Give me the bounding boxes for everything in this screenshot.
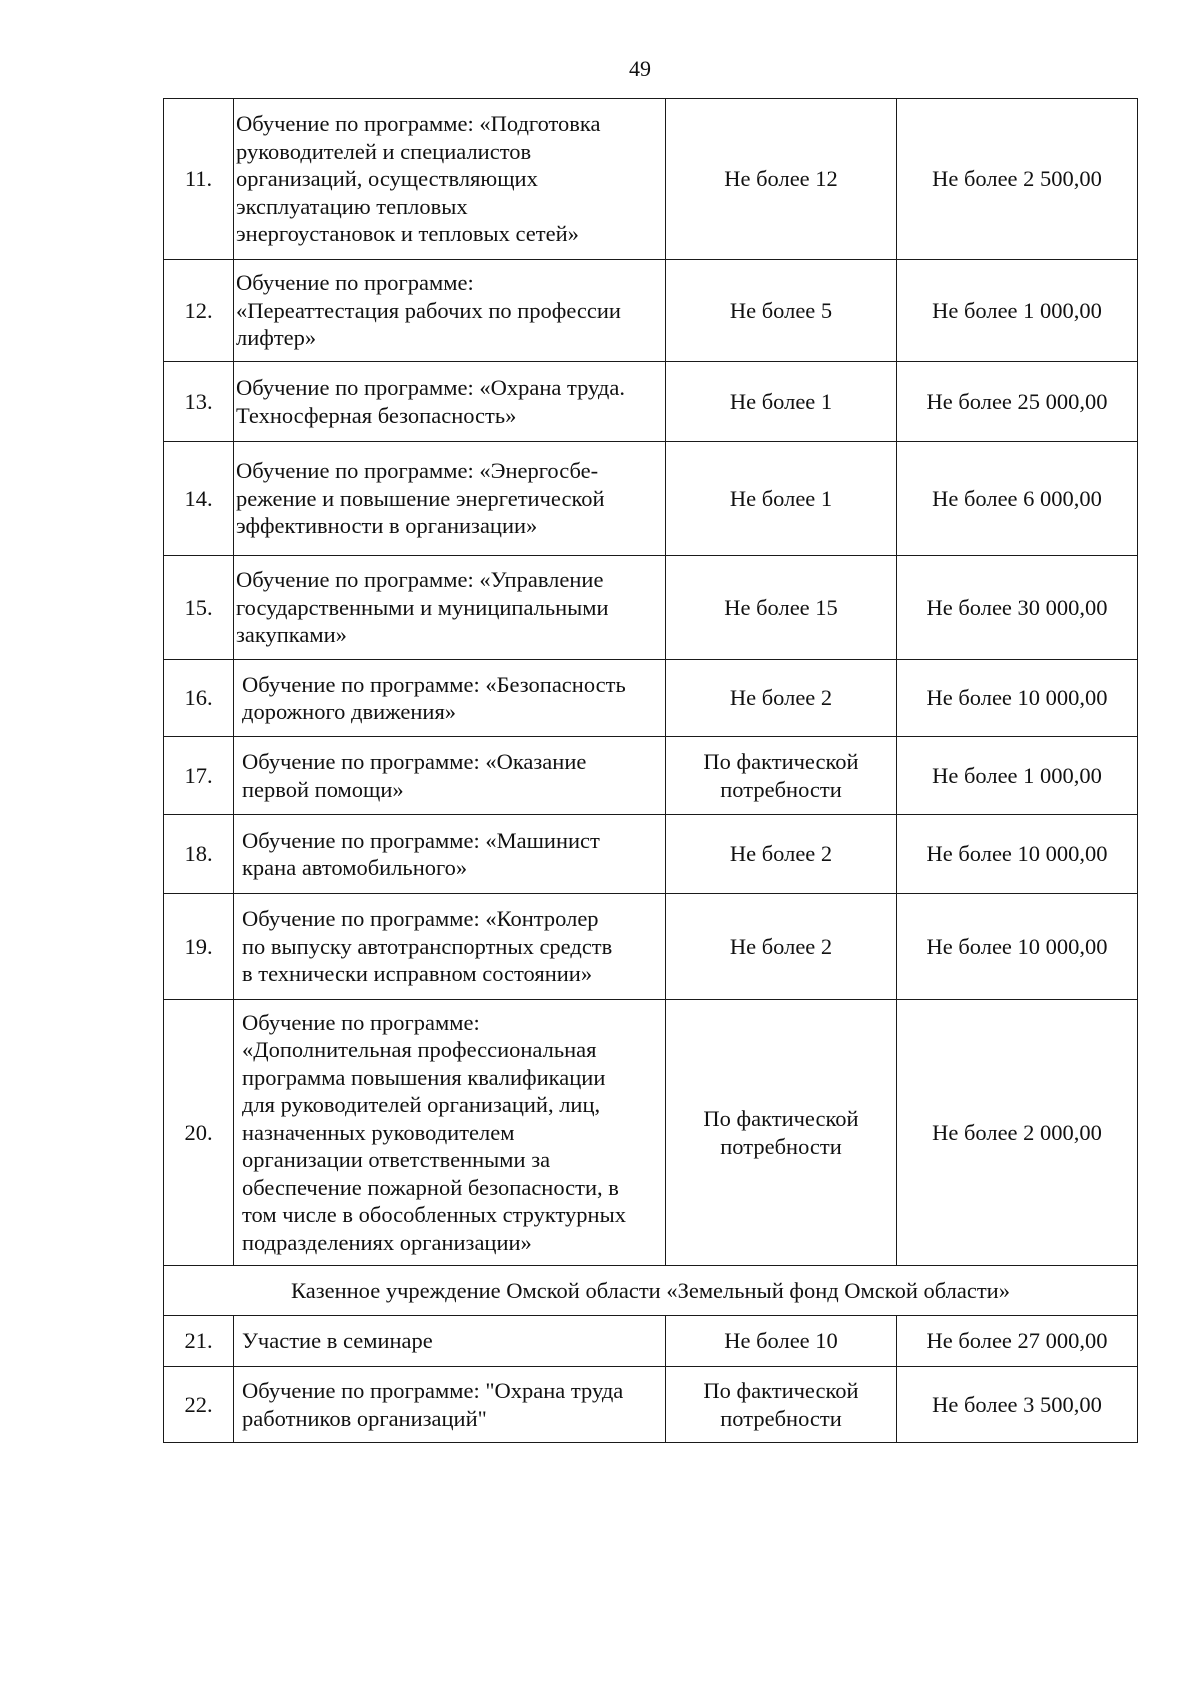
row-description: Обучение по программе: «Энергосбе- режение и повышение энергетической эффективности в организации» (234, 442, 666, 556)
row-number: 14. (164, 442, 234, 556)
row-price: Не более 10 000,00 (897, 660, 1138, 737)
table-row (164, 99, 1138, 260)
table-row (164, 1316, 1138, 1367)
row-quantity: Не более 1 (666, 442, 897, 556)
page-number: 49 (629, 56, 651, 81)
row-price: Не более 2 500,00 (897, 99, 1138, 260)
row-description: Обучение по программе: «Подготовка руководителей и специалистов организаций, осуществляющих эксплуатацию тепловых энергоустановок и тепловых сетей» (234, 99, 666, 260)
row-number: 18. (164, 815, 234, 894)
row-number: 22. (164, 1367, 234, 1443)
row-description: Обучение по программе: «Переаттестация рабочих по профессии лифтер» (234, 260, 666, 362)
row-price: Не более 1 000,00 (897, 260, 1138, 362)
row-number: 17. (164, 737, 234, 815)
table-row (164, 815, 1138, 894)
expenses-table (163, 98, 1138, 1443)
row-price: Не более 27 000,00 (897, 1316, 1138, 1367)
row-quantity: Не более 1 (666, 362, 897, 442)
row-number: 12. (164, 260, 234, 362)
row-description: Обучение по программе: «Охрана труда. Техносферная безопасность» (234, 362, 666, 442)
section-title: Казенное учреждение Омской области «Земельный фонд Омской области» (164, 1266, 1138, 1316)
row-description: Обучение по программе: «Дополнительная профессиональная программа повышения квалификации для руководителей организаций, лиц, назначенных руководителем организации ответственными за обеспечение пожарной безопасности, в том числе в обособленных структурных подразделениях организации» (234, 1000, 666, 1266)
row-number: 20. (164, 1000, 234, 1266)
row-description: Обучение по программе: "Охрана труда работников организаций" (234, 1367, 666, 1443)
row-quantity: По фактической потребности (666, 1000, 897, 1266)
table-row (164, 442, 1138, 556)
row-price: Не более 10 000,00 (897, 815, 1138, 894)
table-row (164, 660, 1138, 737)
row-number: 21. (164, 1316, 234, 1367)
row-price: Не более 10 000,00 (897, 894, 1138, 1000)
row-price: Не более 2 000,00 (897, 1000, 1138, 1266)
row-number: 16. (164, 660, 234, 737)
row-description: Обучение по программе: «Машинист крана автомобильного» (234, 815, 666, 894)
row-price: Не более 1 000,00 (897, 737, 1138, 815)
row-quantity: Не более 2 (666, 894, 897, 1000)
table-row (164, 556, 1138, 660)
row-description: Участие в семинаре (234, 1316, 666, 1367)
row-price: Не более 3 500,00 (897, 1367, 1138, 1443)
table-row (164, 894, 1138, 1000)
table-row (164, 1000, 1138, 1266)
row-quantity: Не более 12 (666, 99, 897, 260)
row-description: Обучение по программе: «Контролер по выпуску автотранспортных средств в технически исправном состоянии» (234, 894, 666, 1000)
row-quantity: Не более 5 (666, 260, 897, 362)
section-row (164, 1266, 1138, 1316)
row-quantity: По фактической потребности (666, 737, 897, 815)
row-quantity: По фактической потребности (666, 1367, 897, 1443)
table-row (164, 737, 1138, 815)
row-description: Обучение по программе: «Безопасность дорожного движения» (234, 660, 666, 737)
row-number: 15. (164, 556, 234, 660)
table-row (164, 1367, 1138, 1443)
table-row (164, 260, 1138, 362)
row-price: Не более 30 000,00 (897, 556, 1138, 660)
row-quantity: Не более 2 (666, 815, 897, 894)
row-description: Обучение по программе: «Управление государственными и муниципальными закупками» (234, 556, 666, 660)
row-price: Не более 25 000,00 (897, 362, 1138, 442)
row-description: Обучение по программе: «Оказание первой помощи» (234, 737, 666, 815)
row-number: 11. (164, 99, 234, 260)
row-number: 19. (164, 894, 234, 1000)
row-quantity: Не более 2 (666, 660, 897, 737)
row-quantity: Не более 15 (666, 556, 897, 660)
row-quantity: Не более 10 (666, 1316, 897, 1367)
table-row (164, 362, 1138, 442)
row-number: 13. (164, 362, 234, 442)
row-price: Не более 6 000,00 (897, 442, 1138, 556)
